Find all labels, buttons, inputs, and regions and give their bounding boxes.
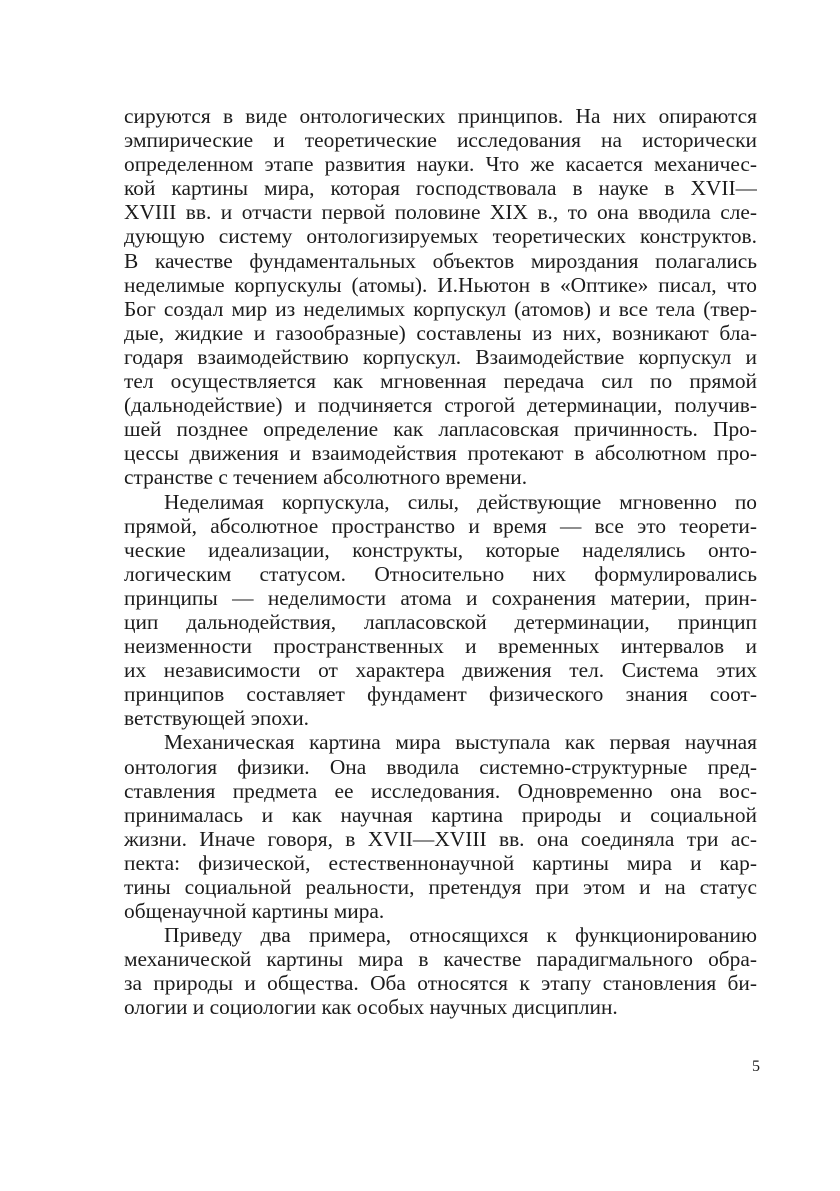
text-line: неделимые корпускулы (атомы). И.Ньютон в «Оптике» писал, что [124, 272, 757, 297]
text-line: сируются в виде онтологических принципов. На них опираются [124, 104, 757, 128]
paragraph [124, 490, 757, 731]
text-line: шей позднее определение как лапласовская причинность. Про- [124, 417, 757, 442]
text-line: тел осуществляется как мгновенная передача сил по прямой [124, 369, 757, 394]
text-line: онтология физики. Она вводила системно-структурные пред- [124, 754, 757, 779]
text-line: определенном этапе развития науки. Что же касается механичес- [124, 152, 757, 177]
text-line: кой картины мира, которая господствовала в науке в XVII— [124, 176, 757, 201]
text-line: В качестве фундаментальных объектов мироздания полагались [124, 248, 757, 273]
text-line: Механическая картина мира выступала как первая научная [164, 730, 757, 755]
text-line: XVIII вв. и отчасти первой половине XIX в., то она вводила сле- [124, 200, 757, 225]
text-line: дые, жидкие и газообразные) составлены из них, возникают бла- [124, 320, 757, 345]
text-line: логическим статусом. Относительно них формулировались [124, 561, 757, 586]
text-line: пекта: физической, естественнонаучной картины мира и кар- [124, 850, 757, 875]
text-line: общенаучной картины мира. [124, 899, 385, 924]
text-line: Неделимая корпускула, силы, действующие мгновенно по [164, 489, 757, 514]
text-line: принципов составляет фундамент физического знания соот- [124, 682, 757, 707]
text-line: ологии и социологии как особых научных дисциплин. [124, 995, 618, 1020]
page-body [124, 104, 757, 1020]
text-line: прямой, абсолютное пространство и время — все это теорети- [124, 513, 757, 538]
text-line: неизменности пространственных и временных интервалов и [124, 634, 757, 659]
text-line: Приведу два примера, относящихся к функционированию [164, 923, 757, 948]
text-line: странстве с течением абсолютного времени. [124, 465, 528, 490]
text-line: дующую систему онтологизируемых теоретических конструктов. [124, 224, 757, 249]
text-line: принципы — неделимости атома и сохранения материи, прин- [124, 585, 757, 610]
text-line: Бог создал мир из неделимых корпускул (атомов) и все тела (твер- [124, 296, 757, 321]
text-line: механической картины мира в качестве парадигмального обра- [124, 947, 757, 972]
text-line: цессы движения и взаимодействия протекают в абсолютном про- [124, 441, 757, 466]
paragraph [124, 730, 757, 923]
text-line: ветствующей эпохи. [124, 706, 310, 731]
text-line: эмпирические и теоретические исследования на исторически [124, 128, 757, 153]
paragraph [124, 923, 757, 1019]
text-line: жизни. Иначе говоря, в XVII—XVIII вв. она соединяла три ас- [124, 826, 757, 851]
text-line: (дальнодействие) и подчиняется строгой детерминации, получив- [124, 393, 757, 418]
text-line: за природы и общества. Оба относятся к этапу становления би- [124, 971, 757, 996]
text-line: их независимости от характера движения тел. Система этих [124, 658, 757, 683]
text-line: тины социальной реальности, претендуя при этом и на статус [124, 875, 757, 899]
text-line: годаря взаимодействию корпускул. Взаимодействие корпускул и [124, 344, 757, 369]
page-number: 5 [752, 1058, 760, 1075]
text-line: ческие идеализации, конструкты, которые наделялись онто- [124, 537, 757, 562]
text-line: ставления предмета ее исследования. Одновременно она вос- [124, 778, 757, 803]
text-line: принималась и как научная картина природы и социальной [124, 802, 757, 827]
paragraph [124, 104, 757, 490]
text-line: цип дальнодействия, лапласовской детерминации, принцип [124, 609, 757, 634]
